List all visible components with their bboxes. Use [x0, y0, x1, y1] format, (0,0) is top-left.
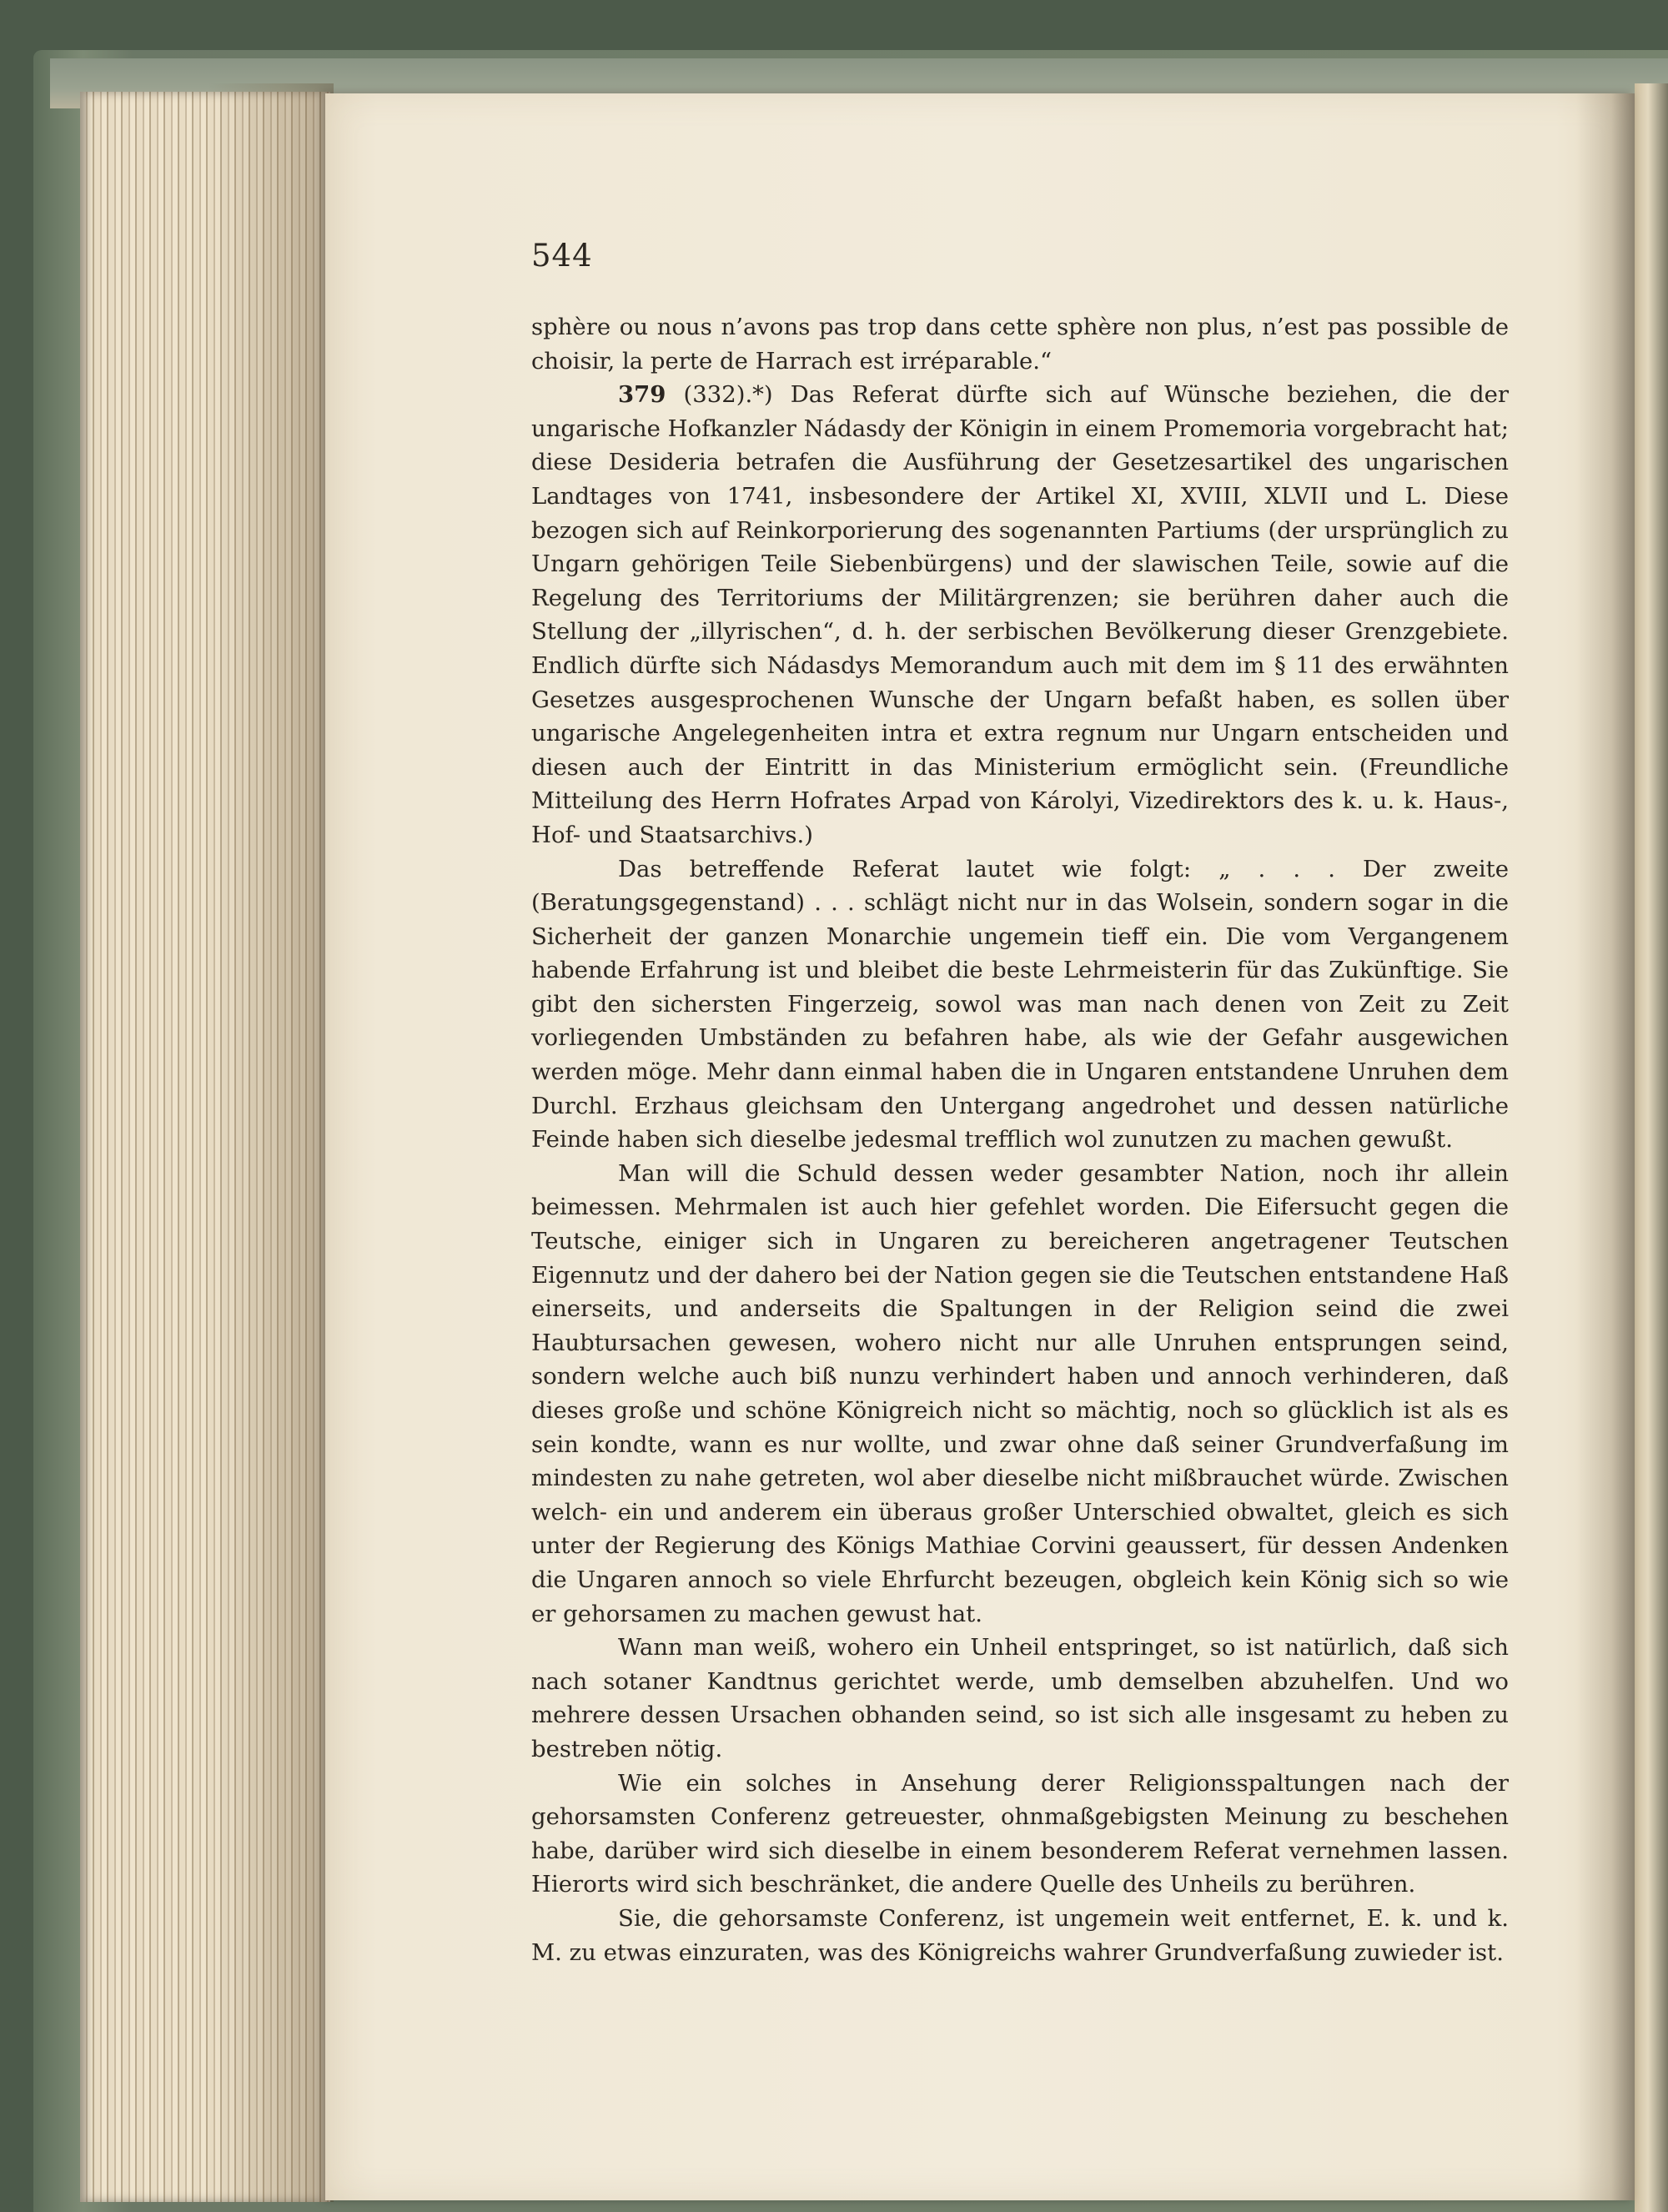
body-text: [531, 310, 1509, 1969]
paragraph-6: [531, 1767, 1509, 1902]
paragraph-text: Wann man weiß, wohero ein Unheil entspringet, so ist natürlich, daß sich nach sotaner Kandtnus gerichtet werde, umb demselben abzuhelfen. Und wo mehrere dessen Ursachen obhanden seind, so ist sich alle insgesamt zu heben zu bestreben nötig.: [531, 1634, 1509, 1762]
page-edges-shadow: [208, 83, 334, 2202]
page-number: 544: [531, 238, 593, 274]
paragraph-text: Wie ein solches in Ansehung derer Religionsspaltungen nach der gehorsamsten Conferenz getreuester, ohnmaßgebigsten Meinung zu beschehen habe, darüber wird sich dieselbe in einem besonderem Referat vernehmen lassen. Hierorts wird sich beschränket, die andere Quelle des Unheils zu berühren.: [531, 1769, 1509, 1898]
paragraph-text: Sie, die gehorsamste Conferenz, ist ungemein weit entfernet, E. k. und k. M. zu etwas einzuraten, was des Königreichs wahrer Grundverfaßung zuwieder ist.: [531, 1904, 1509, 1966]
paragraph-text: sphère ou nous n’avons pas trop dans cette sphère non plus, n’est pas possible de choisir, la perte de Harrach est irréparable.“: [531, 314, 1509, 375]
paragraph-2: [531, 378, 1509, 852]
paragraph-4: [531, 1157, 1509, 1631]
paragraph-7: [531, 1902, 1509, 1969]
note-number: 379: [618, 381, 666, 409]
paragraph-text: Man will die Schuld dessen weder gesambter Nation, noch ihr allein beimessen. Mehrmalen ist auch hier gefehlet worden. Die Eifersucht gegen die Teutsche, einiger sich in Ungaren zu bereicheren angetragener Teutschen Eigennutz und der dahero bei der Nation gegen sie die Teutschen entstandene Haß einerseits, und anderseits die Spaltungen in der Religion seind die zwei Haubtursachen gewesen, wohero nicht nur alle Unruhen entsprungen seind, sondern welche auch biß nunzu verhindert haben und annoch verhinderen, daß dieses große und schöne Königreich nicht so mächtig, noch so glücklich ist als es sein kondte, wann es nur wollte, und zwar ohne daß seiner Grundverfaßung im mindesten zu nahe getreten, wol aber dieselbe nicht mißbrauchet würde. Zwischen welch- ein und anderem ein überaus großer Unterschied obwaltet, gleich es sich unter der Regierung des Königs Mathiae Corvini geaussert, für dessen Andenken die Ungaren annoch so viele Ehrfurcht bezeugen, obgleich kein König sich so wie er gehorsamen zu machen gewust hat.: [531, 1159, 1509, 1627]
paragraph-text: Das betreffende Referat lautet wie folgt: „ . . . Der zweite (Beratungsgegenstand) . . . schlägt nicht nur in das Wolsein, sondern sogar in die Sicherheit der ganzen Monarchie ungemein tieff ein. Die vom Vergangenem habende Erfahrung ist und bleibet die beste Lehrmeisterin für das Zukünftige. Sie gibt den sichersten Fingerzeig, sowol was man nach denen von Zeit zu Zeit vorliegenden Umbständen zu befahren habe, als wie der Gefahr ausgewichen werden möge. Mehr dann einmal haben die in Ungaren entstandene Unruhen dem Durchl. Erzhaus gleichsam den Untergang angedrohet und dessen natürliche Feinde haben sich dieselbe jedesmal trefflich wol zunutzen zu machen gewußt.: [531, 855, 1509, 1154]
page-gutter-shadow: [1576, 93, 1635, 2200]
paragraph-text: (332).*) Das Referat dürfte sich auf Wünsche beziehen, die der ungarische Hofkanzler Nádasdy der Königin in einem Promemoria vorgebracht hat; diese Desideria betrafen die Ausführung der Gesetzesartikel des ungarischen Landtages von 1741, insbesondere der Artikel XI, XVIII, XLVII und L. Diese bezogen sich auf Reinkorporierung des sogenannten Partiums (der ursprünglich zu Ungarn gehörigen Teile Siebenbürgens) und der slawischen Teile, sowie auf die Regelung des Territoriums der Militärgrenzen; sie berühren daher auch die Stellung der „illyrischen“, d. h. der serbischen Bevölkerung dieser Grenzgebiete. Endlich dürfte sich Nádasdys Memorandum auch mit dem im § 11 des erwähnten Gesetzes ausgesprochenen Wunsche der Ungarn befaßt haben, es sollen über ungarische Angelegenheiten intra et extra regnum nur Ungarn entscheiden und diesen auch der Eintritt in das Ministerium ermöglicht sein. (Freundliche Mitteilung des Herrn Hofrates Arpad von Károlyi, Vizedirektors des k. u. k. Haus-, Hof- und Staatsarchivs.): [531, 381, 1509, 848]
paragraph-3: [531, 852, 1509, 1157]
facing-page-edge: [1635, 83, 1668, 2212]
paragraph-1: [531, 310, 1509, 378]
paragraph-5: [531, 1631, 1509, 1766]
